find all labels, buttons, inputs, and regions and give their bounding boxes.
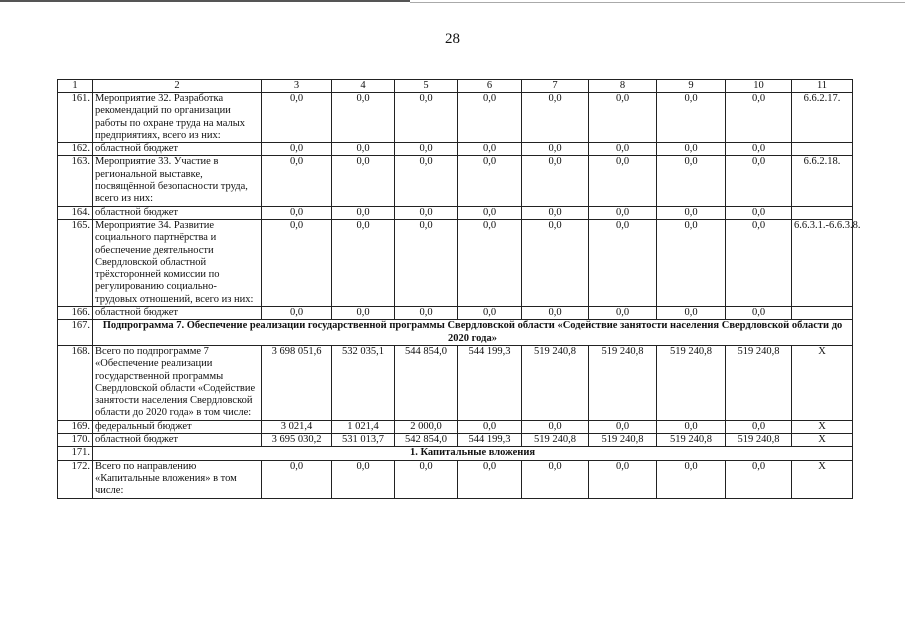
value-cell: 0,0 [522,420,589,433]
target-indicator: Х [792,420,853,433]
value-cell: 519 240,8 [657,345,726,420]
value-cell: 2 000,0 [395,420,458,433]
value-cell: 0,0 [332,93,395,143]
value-cell: 519 240,8 [657,434,726,447]
row-number: 161. [58,93,93,143]
column-header: 9 [657,80,726,93]
value-cell: 0,0 [395,206,458,219]
value-cell: 0,0 [726,206,792,219]
value-cell: 544 199,3 [458,434,522,447]
value-cell: 0,0 [395,143,458,156]
value-cell: 0,0 [726,156,792,206]
table-row [58,434,853,447]
row-number: 169. [58,420,93,433]
value-cell: 0,0 [332,219,395,306]
column-number-header-row [58,80,853,93]
row-name: Мероприятие 32. Разработка рекомендаций по организации работы по охране труда на малых предприятиях, всего из них: [93,93,262,143]
value-cell: 0,0 [589,143,657,156]
value-cell: 0,0 [458,307,522,320]
value-cell: 0,0 [657,219,726,306]
value-cell: 0,0 [262,307,332,320]
value-cell: 0,0 [522,460,589,498]
table-row [58,156,853,206]
budget-table [57,79,861,499]
row-number: 163. [58,156,93,206]
value-cell: 0,0 [522,143,589,156]
table-row [58,219,853,306]
target-indicator: Х [792,434,853,447]
value-cell: 531 013,7 [332,434,395,447]
value-cell: 0,0 [657,460,726,498]
value-cell: 3 021,4 [262,420,332,433]
value-cell: 0,0 [726,420,792,433]
table-row [58,420,853,433]
value-cell: 0,0 [589,93,657,143]
value-cell: 519 240,8 [522,345,589,420]
value-cell: 0,0 [262,143,332,156]
value-cell: 519 240,8 [726,345,792,420]
value-cell: 0,0 [458,460,522,498]
section-row [58,320,853,346]
value-cell: 0,0 [522,206,589,219]
table-row [58,460,853,498]
value-cell: 532 035,1 [332,345,395,420]
section-title: Подпрограмма 7. Обеспечение реализации государственной программы Свердловской области «Содействие занятости населения Свердловской области до 2020 года» [93,320,853,346]
value-cell: 0,0 [726,93,792,143]
column-header: 3 [262,80,332,93]
value-cell: 519 240,8 [726,434,792,447]
target-indicator [792,143,853,156]
table-row [58,206,853,219]
row-name: областной бюджет [93,434,262,447]
table-row [58,345,853,420]
value-cell: 0,0 [522,156,589,206]
value-cell: 0,0 [589,206,657,219]
row-number: 164. [58,206,93,219]
section-row [58,447,853,460]
value-cell: 519 240,8 [589,345,657,420]
target-indicator: 6.6.2.17. [792,93,853,143]
table-row [58,307,853,320]
column-header: 2 [93,80,262,93]
value-cell: 0,0 [726,219,792,306]
value-cell: 0,0 [458,156,522,206]
value-cell: 0,0 [657,307,726,320]
row-name: федеральный бюджет [93,420,262,433]
value-cell: 519 240,8 [589,434,657,447]
row-name: Мероприятие 34. Развитие социального партнёрства и обеспечение деятельности Свердловской областной трёхсторонней комиссии по регулированию социально-трудовых отношений, всего из них: [93,219,262,306]
row-number: 166. [58,307,93,320]
row-number: 162. [58,143,93,156]
target-indicator [792,206,853,219]
value-cell: 0,0 [262,219,332,306]
column-header: 7 [522,80,589,93]
value-cell: 0,0 [395,93,458,143]
row-name: Всего по направлению «Капитальные вложения» в том числе: [93,460,262,498]
value-cell: 0,0 [395,219,458,306]
table-row [58,93,853,143]
value-cell: 0,0 [589,156,657,206]
column-header: 5 [395,80,458,93]
value-cell: 0,0 [522,219,589,306]
value-cell: 0,0 [262,460,332,498]
value-cell: 0,0 [589,307,657,320]
scan-edge-line [0,0,410,2]
row-name: Мероприятие 33. Участие в региональной выставке, посвящённой безопасности труда, всего из них: [93,156,262,206]
value-cell: 0,0 [332,206,395,219]
value-cell: 0,0 [522,307,589,320]
table-body [58,80,861,499]
target-indicator: 6.6.3.1.-6.6.3.8. [792,219,853,306]
value-cell: 0,0 [262,93,332,143]
value-cell: 0,0 [458,420,522,433]
value-cell: 542 854,0 [395,434,458,447]
value-cell: 0,0 [657,93,726,143]
value-cell: 0,0 [458,143,522,156]
value-cell: 0,0 [458,93,522,143]
value-cell: 0,0 [522,93,589,143]
value-cell: 0,0 [657,420,726,433]
row-number: 170. [58,434,93,447]
value-cell: 0,0 [262,206,332,219]
row-name: областной бюджет [93,307,262,320]
value-cell: 0,0 [657,206,726,219]
column-header: 10 [726,80,792,93]
row-name: областной бюджет [93,143,262,156]
row-number: 172. [58,460,93,498]
value-cell: 0,0 [726,143,792,156]
value-cell: 0,0 [726,460,792,498]
row-number: 167. [58,320,93,346]
column-header: 8 [589,80,657,93]
scan-edge-line [410,2,905,3]
value-cell: 0,0 [657,156,726,206]
target-indicator [792,307,853,320]
value-cell: 0,0 [589,460,657,498]
column-header: 11 [792,80,853,93]
value-cell: 0,0 [657,143,726,156]
value-cell: 0,0 [395,307,458,320]
table-row [58,143,853,156]
value-cell: 519 240,8 [522,434,589,447]
row-name: Всего по подпрограмме 7 «Обеспечение реализации государственной программы Свердловской области «Содействие занятости населения Свердловской области до 2020 года» в том числе: [93,345,262,420]
row-number: 171. [58,447,93,460]
value-cell: 0,0 [726,307,792,320]
value-cell: 544 854,0 [395,345,458,420]
value-cell: 0,0 [262,156,332,206]
row-name: областной бюджет [93,206,262,219]
section-title: 1. Капитальные вложения [93,447,853,460]
value-cell: 0,0 [332,460,395,498]
page-number: 28 [445,31,460,47]
column-header: 1 [58,80,93,93]
value-cell: 0,0 [332,143,395,156]
value-cell: 3 695 030,2 [262,434,332,447]
value-cell: 0,0 [332,156,395,206]
row-number: 165. [58,219,93,306]
target-indicator: 6.6.2.18. [792,156,853,206]
value-cell: 0,0 [395,156,458,206]
value-cell: 0,0 [458,219,522,306]
target-indicator: Х [792,460,853,498]
value-cell: 0,0 [395,460,458,498]
column-header: 6 [458,80,522,93]
value-cell: 544 199,3 [458,345,522,420]
value-cell: 0,0 [589,219,657,306]
target-indicator: Х [792,345,853,420]
row-number: 168. [58,345,93,420]
value-cell: 0,0 [589,420,657,433]
value-cell: 1 021,4 [332,420,395,433]
value-cell: 0,0 [458,206,522,219]
value-cell: 3 698 051,6 [262,345,332,420]
column-header: 4 [332,80,395,93]
value-cell: 0,0 [332,307,395,320]
